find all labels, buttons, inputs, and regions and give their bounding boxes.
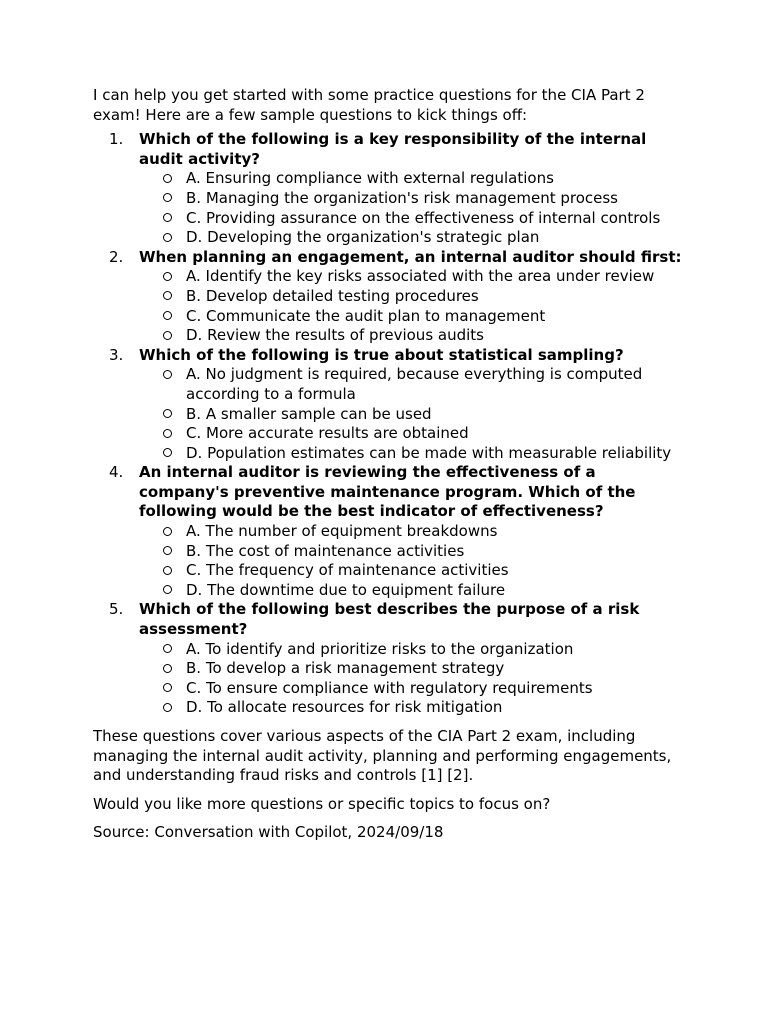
option-item [139, 189, 683, 209]
question-text: Which of the following best describes the purpose of a risk assessment? [139, 600, 640, 639]
document-page [93, 86, 683, 852]
option-item [139, 228, 683, 248]
follow-up-question: Would you like more questions or specific topics to focus on? [93, 794, 551, 813]
question-text: Which of the following is true about statistical sampling? [139, 345, 624, 364]
option-item [139, 659, 683, 679]
question-item [93, 346, 683, 464]
option-item [139, 287, 683, 307]
question-item [93, 463, 683, 600]
hollow-circle-bullet-icon [163, 585, 172, 594]
option-item [139, 326, 683, 346]
question-item [93, 248, 683, 346]
hollow-circle-bullet-icon [163, 683, 172, 692]
option-item [139, 424, 683, 444]
option-item [139, 444, 683, 464]
summary-paragraph: These questions cover various aspects of the CIA Part 2 exam, including managing the internal audit activity, planning and performing engagements, and understanding fraud risks and controls [1] [2]. [93, 727, 672, 785]
option-list [139, 365, 683, 463]
option-text: C. More accurate results are obtained [186, 424, 469, 443]
option-text: B. The cost of maintenance activities [186, 541, 465, 560]
option-item [139, 679, 683, 699]
hollow-circle-bullet-icon [163, 370, 172, 379]
hollow-circle-bullet-icon [163, 331, 172, 340]
option-text: C. Communicate the audit plan to management [186, 306, 546, 325]
option-text: A. The number of equipment breakdowns [186, 522, 498, 541]
hollow-circle-bullet-icon [163, 233, 172, 242]
hollow-circle-bullet-icon [163, 213, 172, 222]
option-item [139, 698, 683, 718]
option-list [139, 169, 683, 247]
option-text: B. Managing the organization's risk management process [186, 188, 618, 207]
option-list [139, 267, 683, 345]
option-item [139, 581, 683, 601]
option-item [139, 365, 683, 404]
intro-paragraph: I can help you get started with some practice questions for the CIA Part 2 exam! Here are a few sample questions to kick things off: [93, 86, 645, 124]
question-list [93, 130, 683, 718]
option-item [139, 542, 683, 562]
option-text: C. The frequency of maintenance activities [186, 561, 509, 580]
source-citation: Source: Conversation with Copilot, 2024/09/18 [93, 823, 444, 842]
question-text: Which of the following is a key responsibility of the internal audit activity? [139, 130, 647, 168]
hollow-circle-bullet-icon [163, 311, 172, 320]
option-text: D. Developing the organization's strategic plan [186, 228, 540, 247]
hollow-circle-bullet-icon [163, 703, 172, 712]
option-item [139, 169, 683, 189]
option-item [139, 405, 683, 425]
option-text: D. Review the results of previous audits [186, 326, 484, 345]
option-item [139, 522, 683, 542]
hollow-circle-bullet-icon [163, 546, 172, 555]
option-text: B. Develop detailed testing procedures [186, 286, 479, 305]
hollow-circle-bullet-icon [163, 174, 172, 183]
hollow-circle-bullet-icon [163, 644, 172, 653]
question-number: 1. [109, 130, 124, 149]
option-text: A. To identify and prioritize risks to the organization [186, 639, 574, 658]
option-text: A. No judgment is required, because everything is computed according to a formula [186, 365, 643, 403]
hollow-circle-bullet-icon [163, 664, 172, 673]
option-text: C. To ensure compliance with regulatory requirements [186, 678, 593, 697]
option-item [139, 561, 683, 581]
option-text: D. Population estimates can be made with measurable reliability [186, 443, 672, 462]
option-list [139, 522, 683, 600]
question-text: An internal auditor is reviewing the effectiveness of a company's preventive maintenance program. Which of the following would be the best indicator of effectiveness? [139, 463, 636, 521]
option-text: B. To develop a risk management strategy [186, 659, 505, 678]
question-number: 2. [109, 247, 124, 266]
option-text: D. To allocate resources for risk mitigation [186, 698, 503, 717]
hollow-circle-bullet-icon [163, 193, 172, 202]
question-number: 4. [109, 463, 124, 482]
hollow-circle-bullet-icon [163, 429, 172, 438]
hollow-circle-bullet-icon [163, 409, 172, 418]
option-text: A. Ensuring compliance with external regulations [186, 169, 554, 188]
option-text: A. Identify the key risks associated with the area under review [186, 267, 655, 286]
option-list [139, 640, 683, 718]
option-item [139, 267, 683, 287]
question-item [93, 600, 683, 718]
question-number: 5. [109, 600, 124, 619]
hollow-circle-bullet-icon [163, 566, 172, 575]
option-item [139, 307, 683, 327]
hollow-circle-bullet-icon [163, 527, 172, 536]
question-number: 3. [109, 345, 124, 364]
option-text: C. Providing assurance on the effectiveness of internal controls [186, 208, 661, 227]
hollow-circle-bullet-icon [163, 448, 172, 457]
option-item [139, 209, 683, 229]
option-item [139, 640, 683, 660]
question-item [93, 130, 683, 248]
hollow-circle-bullet-icon [163, 291, 172, 300]
option-text: B. A smaller sample can be used [186, 404, 432, 423]
option-text: D. The downtime due to equipment failure [186, 580, 506, 599]
hollow-circle-bullet-icon [163, 272, 172, 281]
question-text: When planning an engagement, an internal auditor should first: [139, 247, 682, 266]
